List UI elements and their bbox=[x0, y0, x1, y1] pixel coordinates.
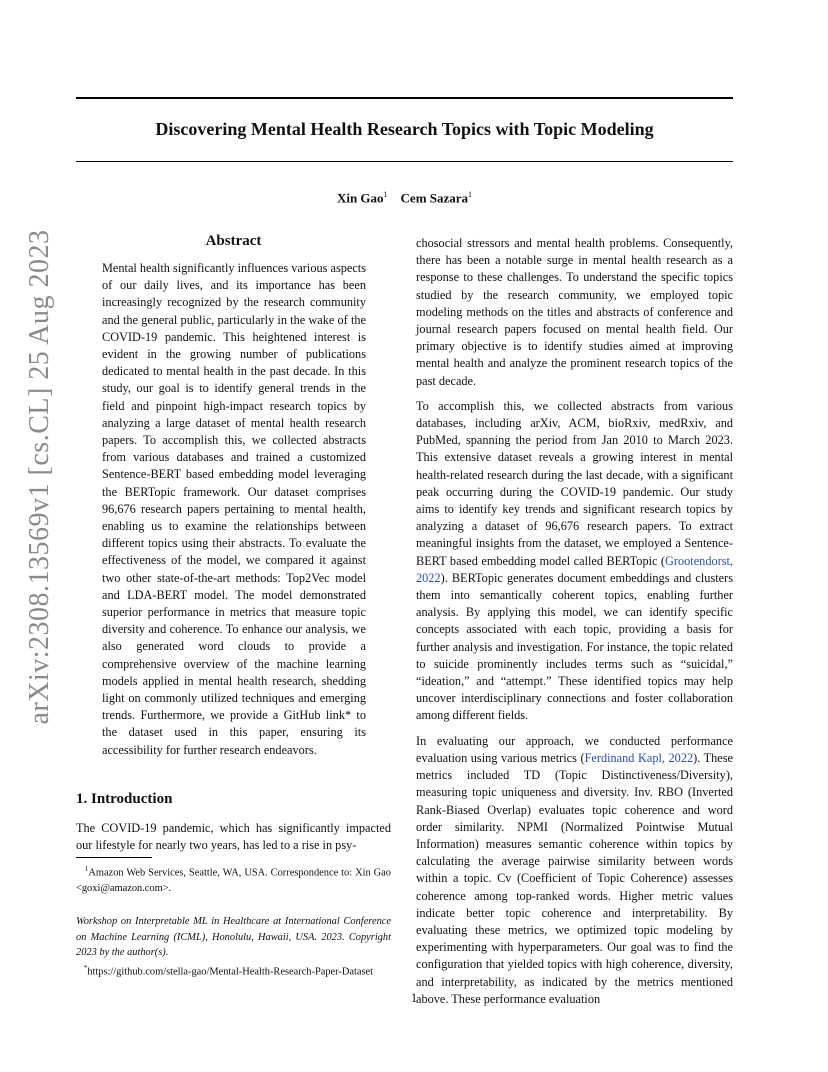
citation-link[interactable]: Grootendorst, 2022 bbox=[416, 553, 733, 585]
introduction-text: The COVID-19 pandemic, which has significantly impacted our lifestyle for nearly two years, has led to a rise in psy- bbox=[76, 821, 391, 853]
body-paragraph: chosocial stressors and mental health problems. Consequently, there has been a notable surge in mental health research as a response to these challenges. To understand the specific topics studied by the research community, we employed topic modeling methods on the titles and abstracts of conference and journal research papers focused on mental health field. Our primary objective is to identify studies aimed at improving mental health and analyze the prominent research topics of the past decade. bbox=[416, 236, 733, 388]
author-affiliation-mark: 1 bbox=[468, 190, 473, 199]
footnote-affiliation: $^1$Amazon Web Services, Seattle, WA, USA. Correspondence to: Xin Gao <goxi@amazon.com>. bbox=[76, 865, 391, 894]
title-bottom-rule bbox=[76, 161, 733, 162]
citation-link[interactable]: Ferdinand Kapl, 2022 bbox=[584, 750, 694, 765]
body-paragraph: In evaluating our approach, we conducted performance evaluation using various metrics (Ferdinand Kapl, 2022). These metrics included TD (Topic Distinctiveness/Diversity), measuring topic uniqueness and diversity. Inv. RBO (Inverted Rank-Biased Overlap) evaluates topic coherence and word order similarity. NPMI (Normalized Pointwise Mutual Information) measures semantic coherence within topics by calculating the average pairwise similarity between words within a topic. Cv (Coefficient of Topic Coherence) assesses coherence among top-ranked words. Higher metric values indicate better topic coherence and interpretability. By evaluating these metrics, we optimized topic modeling by experimenting with hyperparameters. Our goal was to find the configuration that yielded topics with high coherence, diversity, and interpretability, as indicated by the metrics mentioned above. These performance evaluation bbox=[416, 733, 733, 1006]
footnotes bbox=[76, 862, 391, 980]
author-name: Cem Sazara bbox=[400, 190, 469, 206]
page-number: 1 bbox=[410, 991, 418, 1005]
arxiv-identifier-stamp: arXiv:2308.13569v1 [cs.CL] 25 Aug 2023 bbox=[24, 229, 55, 725]
author-name: Xin Gao bbox=[336, 190, 384, 206]
right-column bbox=[416, 235, 733, 1016]
abstract-text: Mental health significantly influences various aspects of our daily lives, and its importance has been increasingly recognized by the research community and the general public, particularly in the wake of the COVID-19 pandemic. This heightened interest is evident in the growing number of publications dedicated to mental health in the past decade. In this study, our goal is to identify general trends in the field and pinpoint high-impact research topics by analyzing a large dataset of mental health research papers. To accomplish this, we collected abstracts from various databases and trained a customized Sentence-BERT based embedding model leveraging the BERTopic framework. Our dataset comprises 96,676 research papers pertaining to mental health, enabling us to examine the relationships between different topics using their abstracts. To evaluate the effectiveness of the model, we compared it against two other state-of-the-art methods: Top2Vec model and LDA-BERT model. The model demonstrated superior performance in metrics that measure topic diversity and coherence. To enhance our analysis, we also generated word clouds to provide a comprehensive overview of the machine learning models applied in mental health research, shedding light on commonly utilized techniques and emerging trends. Furthermore, we provide a GitHub link* to the dataset used in this paper, ensuring its accessibility for further research endeavors. bbox=[102, 261, 366, 757]
author-list bbox=[76, 190, 733, 206]
section-heading-introduction: 1. Introduction bbox=[76, 791, 173, 807]
body-paragraph: To accomplish this, we collected abstracts from various databases, including arXiv, ACM, bioRxiv, medRxiv, and PubMed, spanning the period from Jan 2010 to March 2023. This extensive dataset reveals a growing interest in mental health-related research during the last decade, with a significant peak occurring during the COVID-19 pandemic. Our study aims to identify key trends and significant research topics by analyzing a dataset of 96,676 research papers. To extract meaningful insights from the dataset, we employed a Sentence-BERT based embedding model called BERTopic (Grootendorst, 2022). BERTopic generates document embeddings and clusters them into semantically coherent topics, enabling further analysis. By applying this model, we can identify specific concepts associated with each topic, providing a basis for further analysis and investigation. For instance, the topic related to suicide prominently includes terms such as “suicidal,” “ideation,” and “attempt.” These identified topics may help uncover interdisciplinary connections and foster collaboration among different fields. bbox=[416, 398, 733, 723]
footnote-rule bbox=[76, 857, 152, 858]
footnote-workshop: Workshop on Interpretable ML in Healthcare at International Conference on Machine Learning (ICML), Honolulu, Hawaii, USA. 2023. Copyright 2023 by the author(s). bbox=[76, 916, 391, 959]
paper-title: Discovering Mental Health Research Topics with Topic Modeling bbox=[155, 119, 654, 139]
title-top-rule bbox=[76, 97, 733, 99]
footnote-dataset-link[interactable]: *https://github.com/stella-gao/Mental-Health-Research-Paper-Dataset bbox=[83, 963, 374, 978]
author-affiliation-mark: 1 bbox=[383, 190, 388, 199]
abstract-heading: Abstract bbox=[205, 233, 262, 249]
